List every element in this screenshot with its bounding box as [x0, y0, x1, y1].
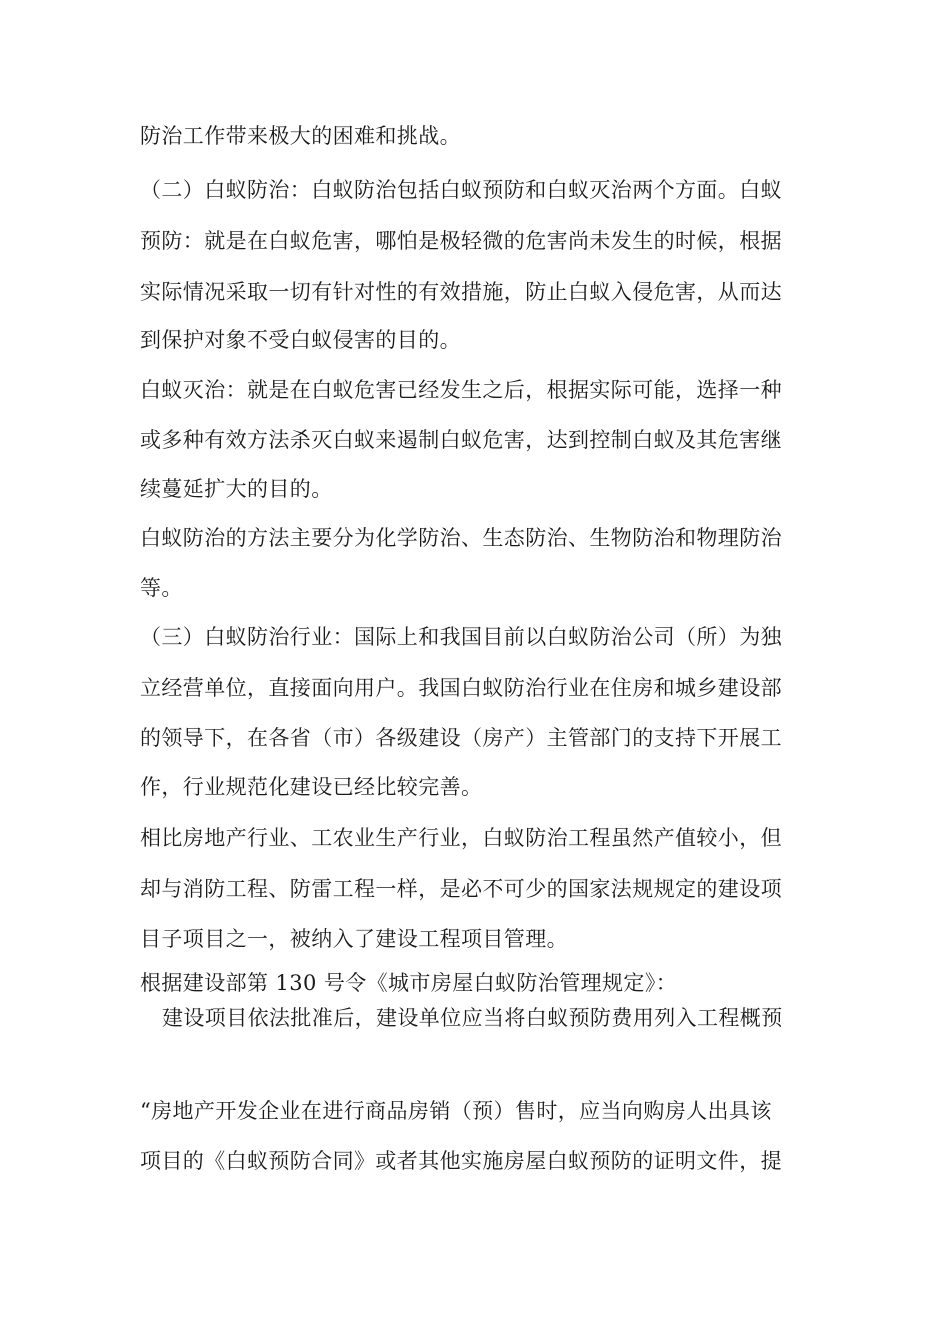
text-line: 的领导下，在各省（市）各级建设（房产）主管部门的支持下开展工 — [140, 726, 782, 750]
text-line: 建设项目依法批准后，建设单位应当将白蚁预防费用列入工程概预 — [162, 1006, 783, 1030]
text-line: 作，行业规范化建设已经比较完善。 — [140, 775, 483, 799]
text-line: 项目的《白蚁预防合同》或者其他实施房屋白蚁预防的证明文件，提 — [140, 1149, 782, 1173]
text-line: 却与消防工程、防雷工程一样，是必不可少的国家法规规定的建设项 — [140, 877, 782, 901]
text-line: 到保护对象不受白蚁侵害的目的。 — [140, 328, 461, 352]
text-line: 续蔓延扩大的目的。 — [140, 477, 333, 501]
text-line: 根据建设部第 130 号令《城市房屋白蚁防治管理规定》： — [140, 971, 678, 995]
text-line: （二）白蚁防治：白蚁防治包括白蚁预防和白蚁灭治两个方面。白蚁 — [140, 178, 782, 202]
text-line: 白蚁灭治：就是在白蚁危害已经发生之后，根据实际可能，选择一种 — [140, 378, 782, 402]
text-line: 等。 — [140, 576, 183, 600]
text-line: 或多种有效方法杀灭白蚁来遏制白蚁危害，达到控制白蚁及其危害继 — [140, 428, 782, 452]
text-line: 目子项目之一，被纳入了建设工程项目管理。 — [140, 927, 568, 951]
text-line: “房地产开发企业在进行商品房销（预）售时，应当向购房人出具该 — [140, 1099, 772, 1123]
text-line: 立经营单位，直接面向用户。我国白蚁防治行业在住房和城乡建设部 — [140, 676, 782, 700]
text-line: 预防：就是在白蚁危害，哪怕是极轻微的危害尚未发生的时候，根据 — [140, 229, 782, 253]
text-line: 相比房地产行业、工农业生产行业，白蚁防治工程虽然产值较小，但 — [140, 826, 782, 850]
text-line: 防治工作带来极大的困难和挑战。 — [140, 124, 461, 148]
text-line: （三）白蚁防治行业：国际上和我国目前以白蚁防治公司（所）为独 — [140, 625, 782, 649]
text-line: 白蚁防治的方法主要分为化学防治、生态防治、生物防治和物理防治 — [140, 526, 782, 550]
text-line: 实际情况采取一切有针对性的有效措施，防止白蚁入侵危害，从而达 — [140, 280, 782, 304]
